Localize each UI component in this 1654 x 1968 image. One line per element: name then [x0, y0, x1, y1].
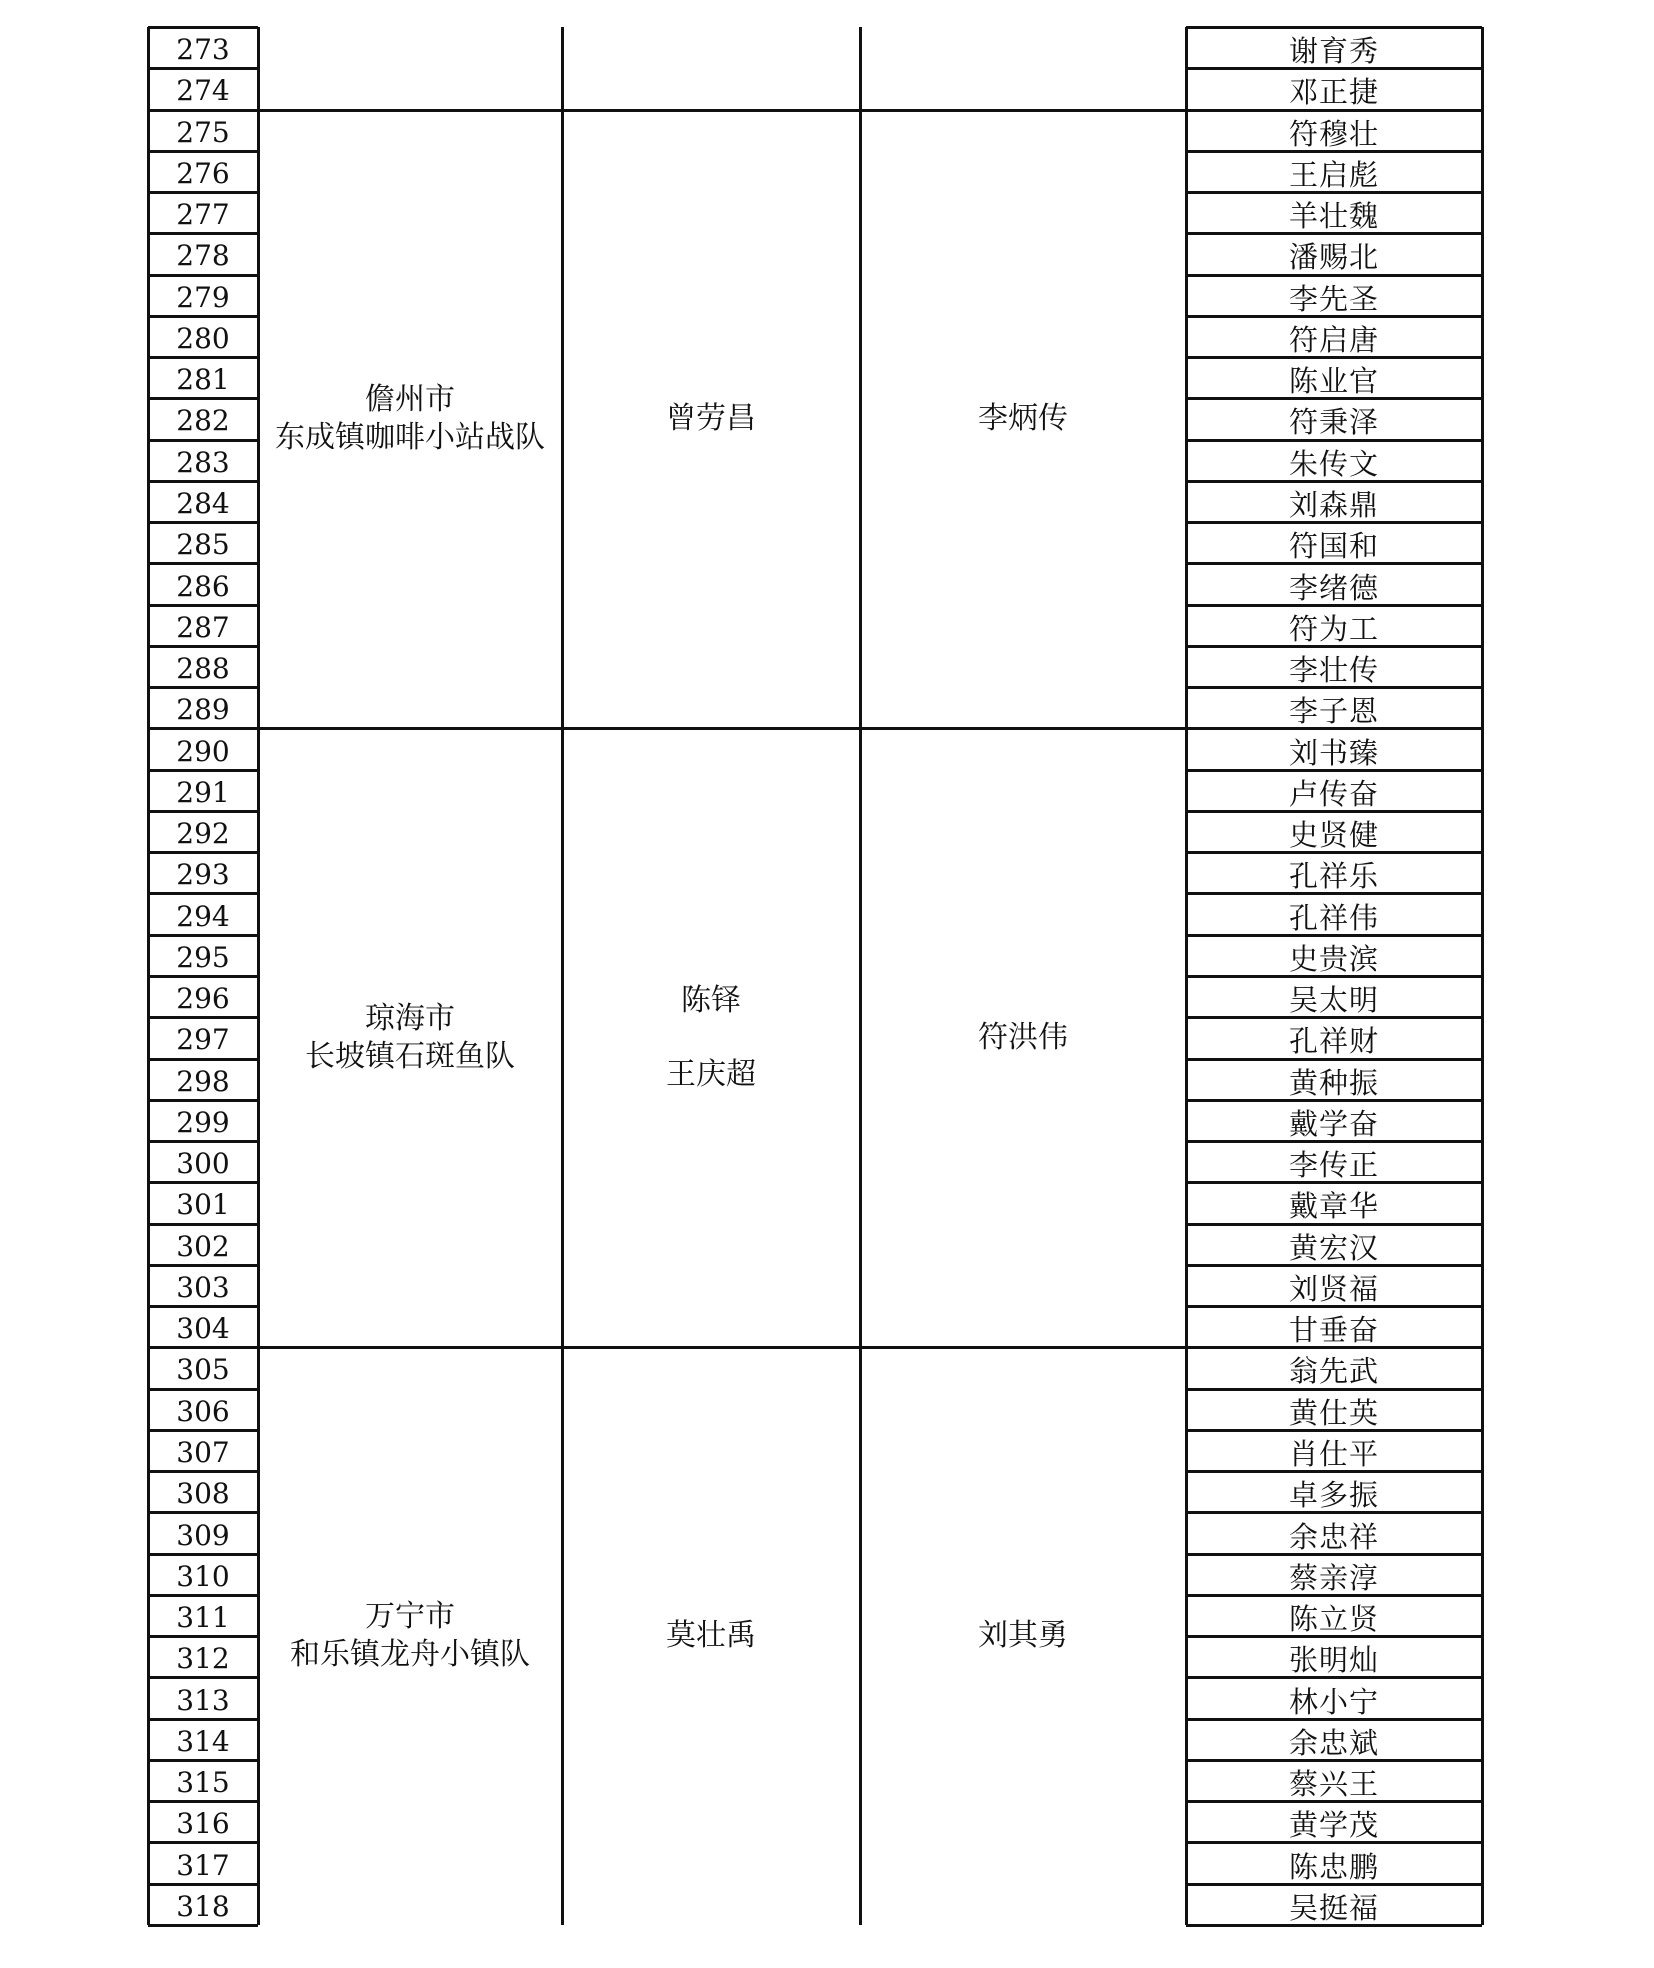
team-name-line: 东成镇咖啡小站战队: [275, 419, 545, 455]
contact-person: 莫壮禹: [666, 1618, 756, 1654]
member-name: 黄种振: [1288, 1065, 1379, 1100]
mentor-name: 符洪伟: [978, 1019, 1068, 1055]
row-number: 290: [176, 734, 230, 768]
member-name: 黄仕英: [1288, 1395, 1379, 1430]
row-number: 273: [176, 33, 230, 67]
row-number: 298: [176, 1064, 230, 1098]
row-number: 308: [176, 1477, 230, 1511]
contact-person-cell: [562, 728, 860, 1347]
member-name: 张明灿: [1288, 1643, 1379, 1678]
team-name-line: 万宁市: [365, 1599, 455, 1635]
contact-person-cell: [562, 1347, 860, 1925]
member-name: 戴章华: [1288, 1189, 1379, 1224]
member-name: 孔祥财: [1288, 1024, 1379, 1059]
mentor-name: 李炳传: [978, 400, 1068, 436]
mentor-name: 刘其勇: [978, 1618, 1068, 1654]
row-number: 293: [176, 858, 230, 892]
member-name: 陈业官: [1288, 364, 1379, 399]
member-name: 余忠祥: [1288, 1519, 1379, 1554]
contact-person: 曾劳昌: [666, 400, 756, 436]
member-name: 符秉泽: [1288, 405, 1379, 440]
member-name: 蔡亲淳: [1288, 1560, 1379, 1595]
row-number: 274: [176, 74, 230, 108]
mentor-cell: [860, 110, 1186, 729]
row-number: 285: [176, 528, 230, 562]
team-name-line: 琼海市: [365, 1000, 455, 1036]
member-name: 邓正捷: [1288, 75, 1379, 110]
team-name-cell: [258, 27, 562, 110]
member-name: 羊壮魏: [1288, 199, 1379, 234]
member-name: 戴学奋: [1288, 1106, 1379, 1141]
row-number: 314: [176, 1724, 230, 1758]
member-name: 孔祥伟: [1288, 900, 1379, 935]
team-name-line: 长坡镇石斑鱼队: [305, 1038, 515, 1074]
row-number: 294: [176, 899, 230, 933]
member-name: 史贵滨: [1288, 941, 1379, 976]
member-name: 王启彪: [1288, 157, 1379, 192]
row-number: 295: [176, 940, 230, 974]
mentor-cell: [860, 728, 1186, 1347]
member-name: 李传正: [1288, 1148, 1379, 1183]
row-number: 315: [176, 1766, 230, 1800]
row-number: 287: [176, 610, 230, 644]
row-number: 318: [176, 1889, 230, 1923]
member-name: 孔祥乐: [1288, 859, 1379, 894]
member-name: 史贤健: [1288, 818, 1379, 853]
row-number: 304: [176, 1312, 230, 1346]
member-name: 吴太明: [1288, 983, 1379, 1018]
row-number: 306: [176, 1394, 230, 1428]
row-number: 301: [176, 1188, 230, 1222]
row-number: 276: [176, 156, 230, 190]
row-number: 296: [176, 982, 230, 1016]
member-name: 肖仕平: [1288, 1436, 1379, 1471]
member-name: 朱传文: [1288, 446, 1379, 481]
row-number: 283: [176, 445, 230, 479]
row-number: 316: [176, 1807, 230, 1841]
member-name: 符启唐: [1288, 322, 1379, 357]
member-name: 卢传奋: [1288, 776, 1379, 811]
table-rule: [148, 26, 258, 29]
member-name: 黄学茂: [1288, 1808, 1379, 1843]
row-number: 300: [176, 1147, 230, 1181]
row-number: 317: [176, 1848, 230, 1882]
member-name: 刘森鼎: [1288, 487, 1379, 522]
row-number: 288: [176, 652, 230, 686]
row-number: 282: [176, 404, 230, 438]
row-number: 280: [176, 321, 230, 355]
mentor-cell: [860, 1347, 1186, 1925]
contact-person-cell: [562, 110, 860, 729]
row-number: 309: [176, 1518, 230, 1552]
member-name: 陈立贤: [1288, 1602, 1379, 1637]
member-name: 卓多振: [1288, 1478, 1379, 1513]
member-name: 甘垂奋: [1288, 1313, 1379, 1348]
contact-person-cell: [562, 27, 860, 110]
member-name: 刘书臻: [1288, 735, 1379, 770]
team-name-cell: [258, 728, 562, 1347]
row-number: 278: [176, 239, 230, 273]
member-name: 蔡兴王: [1288, 1767, 1379, 1802]
member-name: 李子恩: [1288, 694, 1379, 729]
member-name: 翁先武: [1288, 1354, 1379, 1389]
member-name: 符国和: [1288, 529, 1379, 564]
member-name: 吴挺福: [1288, 1890, 1379, 1925]
row-number: 297: [176, 1023, 230, 1057]
row-number: 299: [176, 1105, 230, 1139]
team-name-cell: [258, 1347, 562, 1925]
team-name-line: 和乐镇龙舟小镇队: [290, 1637, 530, 1673]
row-number: 284: [176, 486, 230, 520]
member-name: 林小宁: [1288, 1684, 1379, 1719]
member-name: 李先圣: [1288, 281, 1379, 316]
row-number: 289: [176, 693, 230, 727]
row-number: 303: [176, 1270, 230, 1304]
member-name: 谢育秀: [1288, 34, 1379, 69]
row-number: 279: [176, 280, 230, 314]
member-name: 符穆壮: [1288, 116, 1379, 151]
mentor-cell: [860, 27, 1186, 110]
member-name: 陈忠鹏: [1288, 1849, 1379, 1884]
row-number: 311: [176, 1601, 230, 1635]
contact-person: 陈铎: [681, 982, 741, 1018]
member-name: 符为工: [1288, 611, 1379, 646]
row-number: 307: [176, 1435, 230, 1469]
row-number: 302: [176, 1229, 230, 1263]
row-number: 277: [176, 198, 230, 232]
team-name-line: 儋州市: [365, 381, 455, 417]
row-number: 292: [176, 817, 230, 851]
member-name: 李壮传: [1288, 653, 1379, 688]
row-number: 310: [176, 1559, 230, 1593]
team-name-cell: [258, 110, 562, 729]
row-number: 305: [176, 1353, 230, 1387]
row-number: 275: [176, 115, 230, 149]
member-name: 余忠斌: [1288, 1725, 1379, 1760]
row-number: 286: [176, 569, 230, 603]
member-name: 黄宏汉: [1288, 1230, 1379, 1265]
row-number: 313: [176, 1683, 230, 1717]
row-number: 312: [176, 1642, 230, 1676]
row-number: 291: [176, 775, 230, 809]
row-number: 281: [176, 363, 230, 397]
member-name: 刘贤福: [1288, 1271, 1379, 1306]
member-name: 李绪德: [1288, 570, 1379, 605]
member-name: 潘赐北: [1288, 240, 1379, 275]
contact-person: 王庆超: [666, 1056, 756, 1092]
